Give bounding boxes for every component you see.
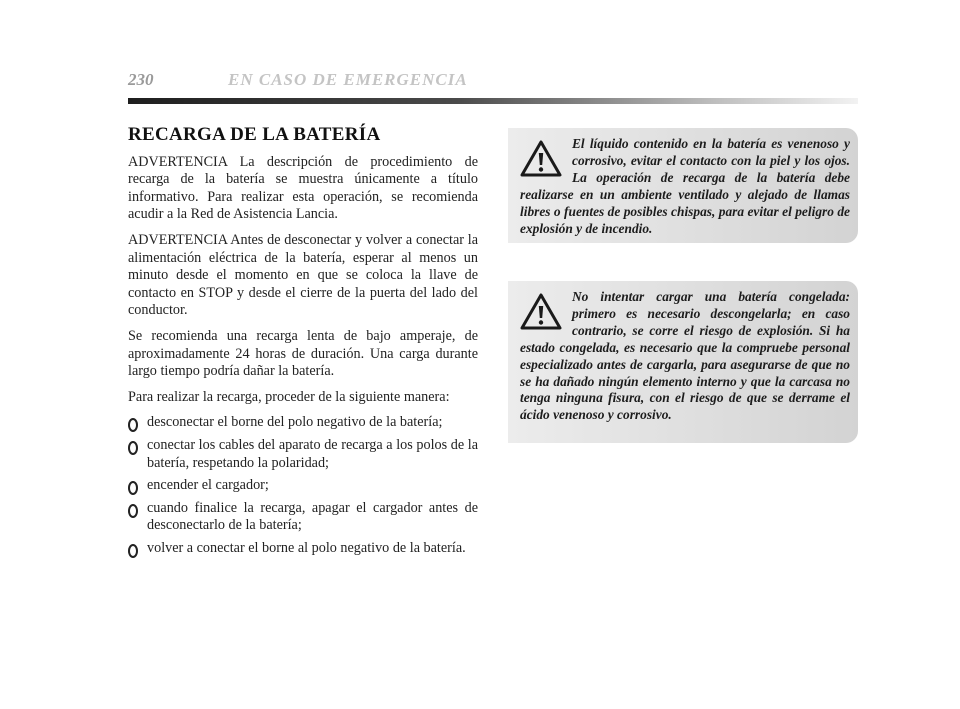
warning-text: El líquido contenido en la batería es venenoso y corrosivo, evitar el contacto con la piel y los ojos. La operación de recarga de la batería debe realizarse en un ambiente ventilado y alejado de llamas libres o fuentes de posibles chispas, para evitar el peligro de explosión y de incendio. (520, 136, 850, 236)
bullet-icon (128, 504, 138, 518)
page-header (128, 70, 858, 110)
list-item (128, 414, 478, 432)
bullet-icon (128, 544, 138, 558)
bullet-icon (128, 481, 138, 495)
main-column (128, 126, 478, 562)
page-number: 230 (128, 70, 154, 89)
step-text: conectar los cables del aparato de recarga a los polos de la batería, respetando la polaridad; (147, 436, 478, 471)
warning-box-frozen-battery (508, 281, 858, 443)
step-text: desconectar el borne del polo negativo de la batería; (147, 414, 443, 431)
paragraph-advertencia-1: ADVERTENCIA La descripción de procedimiento de recarga de la batería se muestra únicamente a título informativo. Para realizar esta operación, se recomienda acudir a la Red de Asistencia Lancia. (128, 153, 478, 223)
paragraph-advertencia-2: ADVERTENCIA Antes de desconectar y volver a conectar la alimentación eléctrica de la batería, esperar al menos un minuto desde el momento en que se coloca la llave de contacto en STOP y desde el cierre de la puerta del lado del conductor. (128, 231, 478, 319)
step-text: volver a conectar el borne al polo negativo de la batería. (147, 539, 466, 556)
warning-triangle-icon (520, 293, 562, 331)
section-title: RECARGA DE LA BATERÍA (128, 124, 381, 145)
bullet-icon (128, 441, 138, 455)
step-text: encender el cargador; (147, 477, 269, 494)
running-title: EN CASO DE EMERGENCIA (228, 70, 468, 89)
list-item (128, 540, 478, 558)
step-text: cuando finalice la recarga, apagar el cargador antes de desconectarlo de la batería; (147, 499, 478, 534)
list-item (128, 437, 478, 472)
header-rule (128, 98, 858, 104)
list-item (128, 500, 478, 535)
warning-box-battery-liquid (508, 128, 858, 243)
procedure-steps (128, 414, 478, 557)
warning-triangle-icon (520, 140, 562, 178)
paragraph-procedure-intro: Para realizar la recarga, proceder de la siguiente manera: (128, 388, 450, 405)
paragraph-recommendation: Se recomienda una recarga lenta de bajo amperaje, de aproximadamente 24 horas de duración. Una carga durante largo tiempo podría dañar la batería. (128, 327, 478, 380)
list-item (128, 477, 478, 495)
bullet-icon (128, 418, 138, 432)
warning-text: No intentar cargar una batería congelada: primero es necesario descongelarla; en caso contrario, se corre el riesgo de explosión. Si ha estado congelada, es necesario que la compruebe personal especializado antes de cargarla, para asegurarse de que no se ha dañado ningún elemento interno y que la carcasa no tenga ninguna fisura, con el riesgo de que se derrame el ácido venenoso y corrosivo. (520, 289, 850, 423)
